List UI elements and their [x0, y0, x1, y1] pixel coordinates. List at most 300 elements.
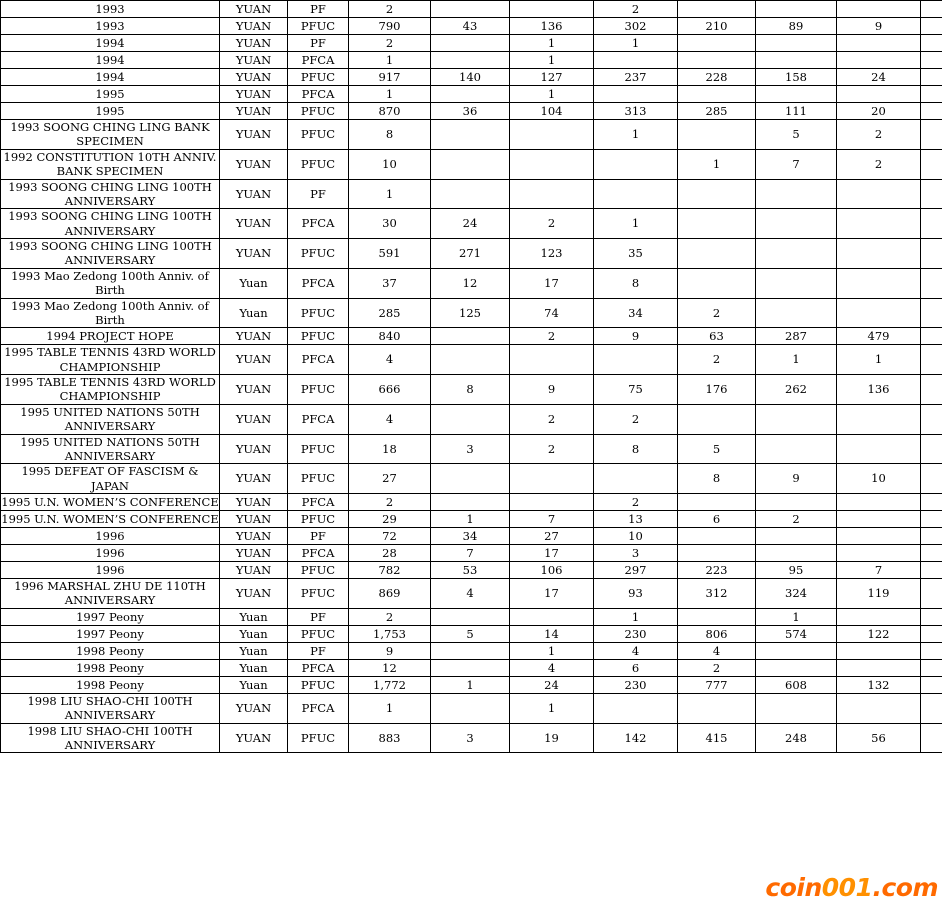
cell-value: [756, 298, 837, 328]
cell-description: 1996 MARSHAL ZHU DE 110TH ANNIVERSARY: [1, 579, 220, 609]
cell-value: 4: [594, 642, 678, 659]
cell-value: [921, 179, 942, 209]
cell-value: [921, 1, 942, 18]
table-row: [1, 149, 942, 179]
cell-value: [756, 659, 837, 676]
cell-value: [921, 545, 942, 562]
cell-value: [921, 86, 942, 103]
cell-value: 2: [510, 434, 594, 464]
cell-value: PFCA: [288, 404, 349, 434]
cell-value: [510, 494, 594, 511]
cell-value: YUAN: [220, 562, 288, 579]
cell-value: YUAN: [220, 69, 288, 86]
cell-value: [921, 149, 942, 179]
cell-value: 262: [756, 375, 837, 405]
cell-description: 1995 TABLE TENNIS 43RD WORLD CHAMPIONSHIP: [1, 345, 220, 375]
cell-value: [431, 179, 510, 209]
table-row: [1, 464, 942, 494]
cell-value: [921, 494, 942, 511]
cell-value: 3: [431, 723, 510, 753]
cell-value: [431, 149, 510, 179]
cell-value: [921, 511, 942, 528]
cell-value: 111: [756, 103, 837, 120]
cell-value: [431, 693, 510, 723]
cell-value: YUAN: [220, 239, 288, 269]
cell-value: [921, 268, 942, 298]
cell-value: [756, 35, 837, 52]
cell-value: 6: [678, 511, 756, 528]
cell-value: 4: [678, 642, 756, 659]
cell-value: [921, 579, 942, 609]
cell-value: [921, 345, 942, 375]
cell-value: [678, 52, 756, 69]
cell-value: 53: [431, 562, 510, 579]
cell-value: [837, 434, 921, 464]
cell-value: 24: [510, 676, 594, 693]
cell-value: 230: [594, 625, 678, 642]
cell-value: [837, 545, 921, 562]
cell-value: 24: [431, 209, 510, 239]
cell-value: YUAN: [220, 209, 288, 239]
cell-value: Yuan: [220, 642, 288, 659]
cell-value: 1: [756, 608, 837, 625]
cell-value: 777: [678, 676, 756, 693]
cell-value: [678, 608, 756, 625]
cell-value: [921, 103, 942, 120]
cell-value: 313: [594, 103, 678, 120]
cell-value: YUAN: [220, 494, 288, 511]
cell-value: [594, 179, 678, 209]
table-row: [1, 179, 942, 209]
cell-value: 1: [837, 345, 921, 375]
cell-value: [510, 608, 594, 625]
cell-value: [837, 608, 921, 625]
cell-value: 123: [510, 239, 594, 269]
table-row: [1, 404, 942, 434]
table-row: [1, 268, 942, 298]
table-row: [1, 434, 942, 464]
cell-value: 63: [678, 328, 756, 345]
table-row: [1, 608, 942, 625]
cell-value: Yuan: [220, 608, 288, 625]
cell-description: 1993: [1, 18, 220, 35]
cell-value: [837, 404, 921, 434]
cell-value: 13: [594, 511, 678, 528]
cell-value: 3: [594, 545, 678, 562]
cell-value: 608: [756, 676, 837, 693]
cell-value: 2: [678, 298, 756, 328]
table-row: [1, 642, 942, 659]
cell-description: 1992 CONSTITUTION 10TH ANNIV. BANK SPECIMEN: [1, 149, 220, 179]
cell-value: YUAN: [220, 103, 288, 120]
cell-value: YUAN: [220, 375, 288, 405]
cell-value: 302: [594, 18, 678, 35]
table-row: [1, 86, 942, 103]
cell-value: 7: [510, 511, 594, 528]
cell-value: [921, 528, 942, 545]
cell-value: 237: [594, 69, 678, 86]
cell-value: YUAN: [220, 434, 288, 464]
cell-value: 869: [349, 579, 431, 609]
cell-value: 2: [510, 404, 594, 434]
cell-value: PFUC: [288, 103, 349, 120]
table-row: [1, 625, 942, 642]
table-row: [1, 120, 942, 150]
cell-value: 870: [349, 103, 431, 120]
table-row: [1, 239, 942, 269]
cell-value: 1: [510, 642, 594, 659]
cell-value: YUAN: [220, 511, 288, 528]
cell-value: PFCA: [288, 52, 349, 69]
cell-value: [678, 494, 756, 511]
cell-value: PFUC: [288, 328, 349, 345]
cell-value: Yuan: [220, 659, 288, 676]
cell-value: [756, 434, 837, 464]
cell-value: [921, 328, 942, 345]
cell-value: YUAN: [220, 35, 288, 52]
cell-value: [837, 86, 921, 103]
cell-value: [837, 1, 921, 18]
table-row: [1, 494, 942, 511]
cell-value: 2: [756, 511, 837, 528]
cell-value: [921, 562, 942, 579]
cell-value: 20: [837, 103, 921, 120]
table-row: [1, 1, 942, 18]
cell-description: 1995: [1, 86, 220, 103]
cell-value: [678, 120, 756, 150]
cell-value: YUAN: [220, 120, 288, 150]
table-row: [1, 693, 942, 723]
cell-value: YUAN: [220, 86, 288, 103]
cell-value: 34: [431, 528, 510, 545]
cell-value: [837, 659, 921, 676]
cell-value: PFUC: [288, 69, 349, 86]
cell-value: 27: [510, 528, 594, 545]
cell-value: PF: [288, 35, 349, 52]
cell-value: [678, 545, 756, 562]
cell-value: [678, 86, 756, 103]
cell-value: 9: [837, 18, 921, 35]
cell-value: PFCA: [288, 209, 349, 239]
cell-value: 287: [756, 328, 837, 345]
cell-value: 35: [594, 239, 678, 269]
cell-value: 2: [594, 494, 678, 511]
cell-value: 8: [431, 375, 510, 405]
cell-value: PFUC: [288, 149, 349, 179]
cell-description: 1993 Mao Zedong 100th Anniv. of Birth: [1, 268, 220, 298]
cell-value: [921, 659, 942, 676]
cell-value: [837, 298, 921, 328]
cell-value: [837, 494, 921, 511]
table-row: [1, 579, 942, 609]
cell-value: PF: [288, 642, 349, 659]
cell-value: Yuan: [220, 625, 288, 642]
cell-value: [837, 209, 921, 239]
cell-value: 223: [678, 562, 756, 579]
cell-value: [921, 608, 942, 625]
cell-value: 43: [431, 18, 510, 35]
cell-value: 106: [510, 562, 594, 579]
cell-value: [756, 268, 837, 298]
cell-value: YUAN: [220, 328, 288, 345]
cell-value: 1: [594, 209, 678, 239]
cell-value: PFUC: [288, 120, 349, 150]
cell-value: PF: [288, 1, 349, 18]
cell-value: 8: [678, 464, 756, 494]
cell-value: 142: [594, 723, 678, 753]
cell-value: 2: [678, 345, 756, 375]
cell-value: PFUC: [288, 625, 349, 642]
cell-value: PFCA: [288, 659, 349, 676]
cell-value: 5: [678, 434, 756, 464]
cell-value: 297: [594, 562, 678, 579]
cell-value: PF: [288, 608, 349, 625]
cell-value: 1: [594, 35, 678, 52]
cell-value: [678, 239, 756, 269]
table-row: [1, 375, 942, 405]
cell-value: Yuan: [220, 268, 288, 298]
table-row: [1, 103, 942, 120]
table-row: [1, 18, 942, 35]
cell-value: 591: [349, 239, 431, 269]
cell-value: [678, 693, 756, 723]
cell-value: PFCA: [288, 693, 349, 723]
cell-value: 1: [678, 149, 756, 179]
cell-value: 17: [510, 579, 594, 609]
cell-value: [921, 642, 942, 659]
cell-value: 2: [678, 659, 756, 676]
cell-value: PFUC: [288, 579, 349, 609]
cell-description: 1996: [1, 545, 220, 562]
cell-value: 790: [349, 18, 431, 35]
cell-value: [921, 35, 942, 52]
cell-value: YUAN: [220, 345, 288, 375]
cell-value: [594, 464, 678, 494]
cell-value: 228: [678, 69, 756, 86]
cell-value: 4: [349, 345, 431, 375]
table-row: [1, 298, 942, 328]
cell-description: 1993 Mao Zedong 100th Anniv. of Birth: [1, 298, 220, 328]
cell-value: 127: [510, 69, 594, 86]
cell-description: 1993: [1, 1, 220, 18]
cell-value: PFUC: [288, 562, 349, 579]
cell-value: 104: [510, 103, 594, 120]
cell-value: [921, 464, 942, 494]
cell-description: 1995: [1, 103, 220, 120]
cell-value: [756, 642, 837, 659]
cell-value: 1: [349, 86, 431, 103]
cell-value: [510, 464, 594, 494]
cell-value: [431, 345, 510, 375]
cell-value: 312: [678, 579, 756, 609]
cell-value: 324: [756, 579, 837, 609]
cell-description: 1993 SOONG CHING LING BANK SPECIMEN: [1, 120, 220, 150]
cell-value: [678, 528, 756, 545]
cell-value: 5: [756, 120, 837, 150]
cell-value: 285: [678, 103, 756, 120]
cell-value: 2: [594, 1, 678, 18]
cell-value: [431, 494, 510, 511]
cell-value: PFUC: [288, 676, 349, 693]
cell-description: 1997 Peony: [1, 608, 220, 625]
cell-value: [510, 1, 594, 18]
cell-value: 10: [349, 149, 431, 179]
cell-value: 248: [756, 723, 837, 753]
cell-value: 72: [349, 528, 431, 545]
cell-description: 1998 LIU SHAO-CHI 100TH ANNIVERSARY: [1, 693, 220, 723]
table-row: [1, 69, 942, 86]
cell-value: 12: [349, 659, 431, 676]
cell-value: [756, 494, 837, 511]
cell-value: 6: [594, 659, 678, 676]
cell-value: [921, 209, 942, 239]
cell-value: 10: [837, 464, 921, 494]
cell-value: [921, 375, 942, 405]
cell-value: 18: [349, 434, 431, 464]
cell-value: 782: [349, 562, 431, 579]
cell-description: 1995 U.N. WOMEN’S CONFERENCE: [1, 511, 219, 526]
cell-value: PF: [288, 528, 349, 545]
cell-value: [678, 404, 756, 434]
cell-description: 1996: [1, 562, 220, 579]
cell-value: [837, 179, 921, 209]
cell-value: [921, 404, 942, 434]
cell-value: 1: [594, 120, 678, 150]
cell-value: YUAN: [220, 528, 288, 545]
cell-value: 666: [349, 375, 431, 405]
table-row: [1, 345, 942, 375]
cell-value: 2: [510, 209, 594, 239]
cell-value: [921, 52, 942, 69]
cell-value: 1: [510, 693, 594, 723]
cell-value: [510, 149, 594, 179]
cell-value: 2: [510, 328, 594, 345]
cell-value: PFCA: [288, 345, 349, 375]
cell-value: 136: [510, 18, 594, 35]
site-watermark: [765, 873, 938, 902]
cell-value: 2: [837, 149, 921, 179]
cell-description: 1995 U.N. WOMEN’S CONFERENCE: [1, 494, 219, 509]
cell-value: 158: [756, 69, 837, 86]
cell-value: 2: [349, 494, 431, 511]
cell-value: PFUC: [288, 511, 349, 528]
cell-value: [756, 239, 837, 269]
cell-value: [431, 642, 510, 659]
cell-value: 122: [837, 625, 921, 642]
cell-value: [678, 35, 756, 52]
cell-value: 125: [431, 298, 510, 328]
cell-value: [921, 18, 942, 35]
cell-value: 2: [837, 120, 921, 150]
cell-value: 37: [349, 268, 431, 298]
cell-value: [921, 298, 942, 328]
cell-value: [431, 86, 510, 103]
cell-description: 1993 SOONG CHING LING 100TH ANNIVERSARY: [1, 179, 220, 209]
cell-value: 95: [756, 562, 837, 579]
watermark-right: .com: [872, 873, 938, 902]
cell-value: [921, 120, 942, 150]
table-row: [1, 562, 942, 579]
cell-value: 136: [837, 375, 921, 405]
cell-value: Yuan: [220, 298, 288, 328]
cell-value: [837, 693, 921, 723]
cell-value: 7: [756, 149, 837, 179]
cell-value: 30: [349, 209, 431, 239]
cell-description: 1995 UNITED NATIONS 50TH ANNIVERSARY: [1, 434, 220, 464]
cell-description: 1996: [1, 528, 220, 545]
cell-value: 8: [349, 120, 431, 150]
cell-value: [837, 239, 921, 269]
table-row: [1, 676, 942, 693]
cell-value: [431, 328, 510, 345]
cell-value: [431, 659, 510, 676]
cell-value: [756, 528, 837, 545]
cell-value: [431, 1, 510, 18]
table-body: [1, 1, 942, 753]
cell-value: [837, 528, 921, 545]
cell-value: 93: [594, 579, 678, 609]
cell-description: 1993 SOONG CHING LING 100TH ANNIVERSARY: [1, 209, 220, 239]
cell-value: [594, 149, 678, 179]
cell-value: 9: [510, 375, 594, 405]
cell-value: 1: [349, 693, 431, 723]
cell-value: YUAN: [220, 179, 288, 209]
cell-value: [756, 86, 837, 103]
cell-value: [756, 52, 837, 69]
table-row: [1, 723, 942, 753]
cell-value: [594, 52, 678, 69]
cell-value: [921, 693, 942, 723]
cell-value: 9: [756, 464, 837, 494]
cell-value: YUAN: [220, 404, 288, 434]
cell-value: 2: [349, 35, 431, 52]
cell-value: 3: [431, 434, 510, 464]
cell-value: 2: [594, 404, 678, 434]
cell-value: [431, 464, 510, 494]
table-row: [1, 511, 942, 528]
cell-value: [756, 545, 837, 562]
cell-value: YUAN: [220, 18, 288, 35]
cell-value: PFCA: [288, 268, 349, 298]
cell-value: PFCA: [288, 545, 349, 562]
cell-value: 1: [756, 345, 837, 375]
cell-description: 1995 TABLE TENNIS 43RD WORLD CHAMPIONSHIP: [1, 375, 220, 405]
cell-value: 2: [349, 608, 431, 625]
cell-value: 4: [510, 659, 594, 676]
cell-value: 8: [594, 434, 678, 464]
cell-value: 140: [431, 69, 510, 86]
cell-value: [921, 239, 942, 269]
cell-description: 1995 DEFEAT OF FASCISM & JAPAN: [1, 464, 220, 494]
watermark-left: coin: [765, 873, 822, 902]
cell-value: [756, 179, 837, 209]
cell-value: [837, 642, 921, 659]
cell-value: 14: [510, 625, 594, 642]
cell-value: 1,772: [349, 676, 431, 693]
cell-value: 7: [837, 562, 921, 579]
cell-value: 9: [594, 328, 678, 345]
cell-value: 1: [510, 35, 594, 52]
cell-value: 1: [510, 52, 594, 69]
table-row: [1, 35, 942, 52]
cell-value: YUAN: [220, 52, 288, 69]
cell-value: 176: [678, 375, 756, 405]
table-row: [1, 328, 942, 345]
watermark-mid: 001: [821, 873, 873, 902]
cell-description: 1998 Peony: [1, 659, 220, 676]
cell-value: 56: [837, 723, 921, 753]
cell-value: [431, 35, 510, 52]
